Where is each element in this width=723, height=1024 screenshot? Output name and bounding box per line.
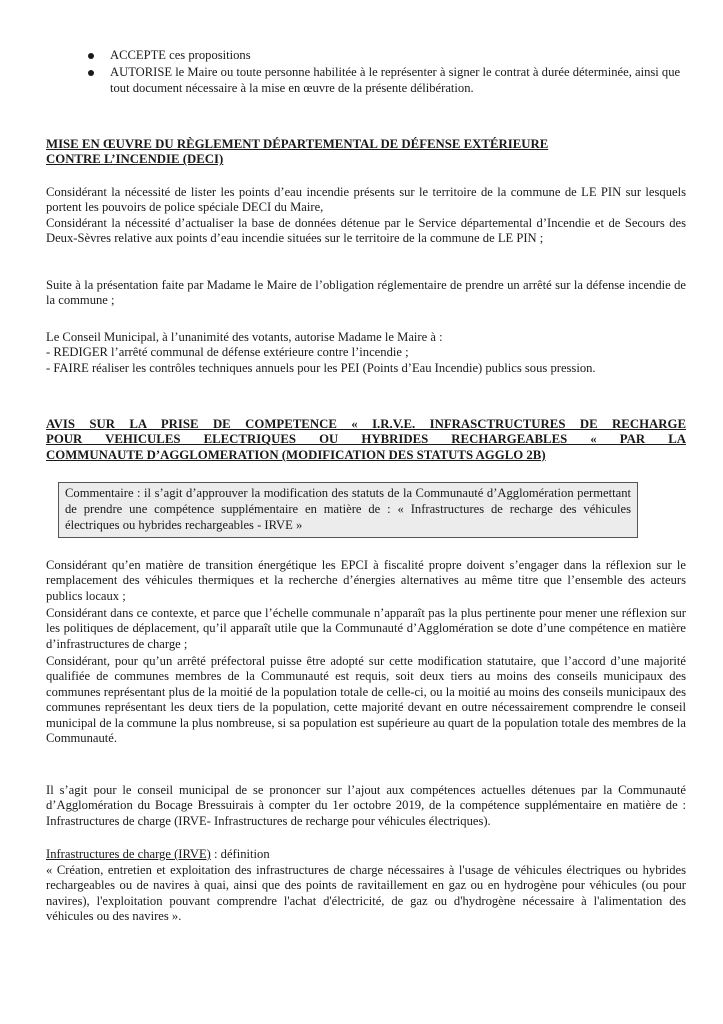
section-heading-deci (46, 137, 686, 168)
bullet-icon (88, 53, 94, 59)
definition-quote: « Création, entretien et exploitation des infrastructures de charge nécessaires à l'usage de véhicules électriques ou hybrides rechargeables ou de navires à quai, ainsi que des points de ravitaillement en gaz ou en hydrogène pour véhicules (ou pour navires), l'exploitation pouvant comprendre l'achat d'électricité, de gaz ou d'hydrogène nécessaire à l'alimentation des véhicules ou des navires ». (46, 863, 686, 924)
heading-line: AVIS SUR LA PRISE DE COMPETENCE « I.R.V.E. INFRASCTRUCTURES DE RECHARGE (46, 417, 686, 431)
decision-line: - REDIGER l’arrêté communal de défense extérieure contre l’incendie ; (46, 345, 409, 360)
list-item (88, 65, 688, 96)
bullet-text: ACCEPTE ces propositions (110, 48, 251, 62)
heading-line: CONTRE L’INCENDIE (DECI) (46, 152, 224, 167)
paragraph: Il s’agit pour le conseil municipal de se prononcer sur l’ajout aux compétences actuelles détenues par la Communauté d’Agglomération du Bocage Bressuirais à compter du 1er octobre 2019, de la compétence supplémentaire en matière de : Infrastructures de charge (IRVE- Infrastructures de recharge pour véhicules électriques). (46, 783, 686, 828)
section-heading-irve (46, 417, 686, 463)
definition-title: Infrastructures de charge (IRVE) (46, 847, 211, 861)
heading-line: MISE EN ŒUVRE DU RÈGLEMENT DÉPARTEMENTAL DE DÉFENSE EXTÉRIEURE (46, 137, 549, 151)
comment-box: Commentaire : il s’agit d’approuver la modification des statuts de la Communauté d’Agglomération permettant de prendre une compétence supplémentaire en matière de : « Infrastructures de recharge des véhicules électriques ou hybrides rechargeables - IRVE » (58, 482, 638, 538)
decision-line: Le Conseil Municipal, à l’unanimité des votants, autorise Madame le Maire à : (46, 330, 443, 344)
heading-line: POUR VEHICULES ELECTRIQUES OU HYBRIDES RECHARGEABLES « PAR LA (46, 432, 686, 447)
decision-bullet-list (88, 48, 688, 98)
bullet-text: AUTORISE le Maire ou toute personne habilitée à le représenter à signer le contrat à durée déterminée, ainsi que tout document nécessaire à la mise en œuvre de la présente délibération. (110, 65, 681, 95)
council-decision (46, 330, 686, 376)
definition-label (46, 847, 686, 862)
paragraph: Considérant, pour qu’un arrêté préfectoral puisse être adopté sur cette modification statutaire, que l’accord d’une majorité qualifiée de communes membres de la Communauté est requis, soit deux tiers au moins des conseils municipaux des communes représentant plus de la moitié de la population totale de celle-ci, ou la moitié au moins des conseils municipaux des communes représentant les deux tiers de la population, cette majorité devant en outre nécessairement comprendre le conseil municipal de la commune la plus nombreuse, si sa population est supérieure au quart de la population totale des membres de la Communauté. (46, 654, 686, 746)
list-item (88, 48, 688, 63)
bullet-icon (88, 70, 94, 76)
heading-line: COMMUNAUTE D’AGGLOMERATION (MODIFICATION DES STATUTS AGGLO 2B) (46, 447, 546, 462)
paragraph: Considérant la nécessité de lister les points d’eau incendie présents sur le territoire de la commune de LE PIN sur lesquels portent les pouvoirs de police spéciale DECI du Maire, (46, 185, 686, 215)
paragraph: Considérant qu’en matière de transition énergétique les EPCI à fiscalité propre doivent s’engager dans la réflexion sur le remplacement des véhicules thermiques et la recherche d’énergies alternatives au même titre que l’ensemble des acteurs publics locaux ; (46, 558, 686, 603)
definition-suffix: : définition (210, 847, 270, 861)
paragraph: Suite à la présentation faite par Madame le Maire de l’obligation réglementaire de prendre un arrêté sur la défense incendie de la commune ; (46, 278, 686, 308)
decision-line: - FAIRE réaliser les contrôles techniques annuels pour les PEI (Points d’Eau Incendie) publics sous pression. (46, 360, 596, 375)
paragraph: Considérant la nécessité d’actualiser la base de données détenue par le Service départemental d’Incendie et de Secours des Deux-Sèvres relative aux points d’eau incendie situées sur le territoire de la commune de LE PIN ; (46, 216, 686, 246)
paragraph: Considérant dans ce contexte, et parce que l’échelle communale n’apparaît pas la plus pertinente pour mener une réflexion sur les politiques de déplacement, qu’il apparaît utile que la Communauté d’Agglomération se dote d’une compétence en matière d’infrastructures de charge ; (46, 606, 686, 651)
